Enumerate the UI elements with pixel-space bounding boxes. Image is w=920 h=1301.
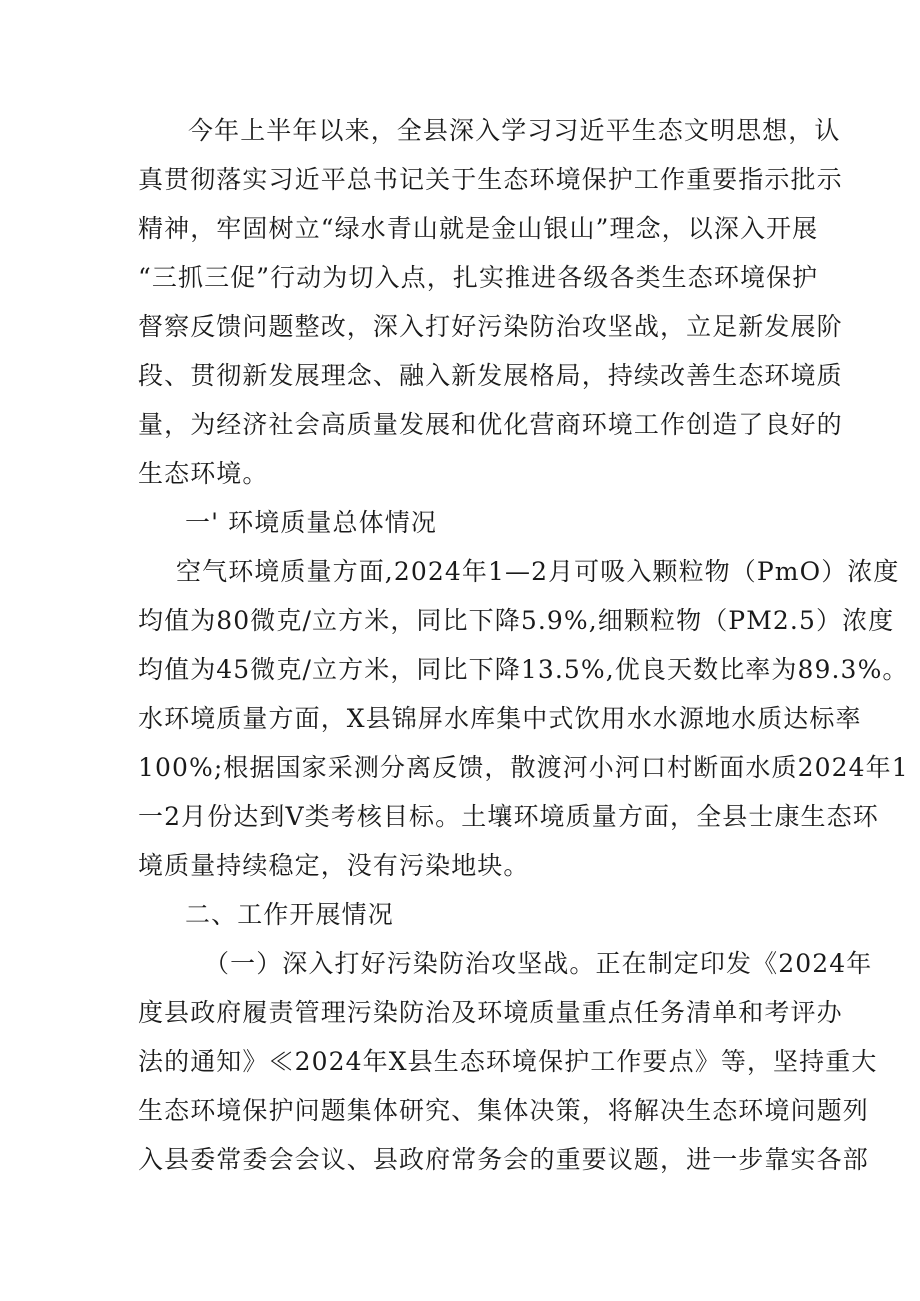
paragraph-environment-line-5: 100%;根据国家采测分离反馈，散渡河小河口村断面水质2024年1 (138, 753, 909, 782)
paragraph-environment-line-3: 均值为45微克/立方米，同比下降13.5%,优良天数比率为89.3%。 (138, 655, 909, 684)
paragraph-environment-line-2: 均值为80微克/立方米，同比下降5.9%,细颗粒物（PM2.5）浓度 (138, 606, 895, 635)
paragraph-intro-line-4: “三抓三促”行动为切入点，扎实推进各级各类生态环境保护 (138, 263, 819, 292)
paragraph-intro-line-5: 督察反馈问题整改，深入打好污染防治攻坚战，立足新发展阶 (138, 312, 843, 341)
paragraph-work-line-4: 生态环境保护问题集体研究、集体决策，将解决生态环境问题列 (138, 1096, 869, 1125)
paragraph-intro-line-6: 段、贯彻新发展理念、融入新发展格局，持续改善生态环境质 (138, 361, 843, 390)
paragraph-work-line-3: 法的通知》≪2024年X县生态环境保护工作要点》等，坚持重大 (138, 1047, 878, 1076)
paragraph-environment-line-1: 空气环境质量方面,2024年1—2月可吸入颗粒物（PmO）浓度 (176, 557, 900, 586)
section-heading-2: 二、工作开展情况 (185, 900, 394, 929)
paragraph-environment-line-4: 水环境质量方面，X县锦屏水库集中式饮用水水源地水质达标率 (138, 704, 862, 733)
paragraph-intro-line-3: 精神，牢固树立“绿水青山就是金山银山”理念，以深入开展 (138, 214, 819, 243)
paragraph-work-line-1: （一）深入打好污染防治攻坚战。正在制定印发《2024年 (204, 949, 873, 978)
paragraph-intro-line-8: 生态环境。 (138, 459, 269, 488)
paragraph-environment-line-7: 境质量持续稳定，没有污染地块。 (138, 851, 530, 880)
paragraph-work-line-2: 度县政府履责管理污染防治及环境质量重点任务清单和考评办 (138, 998, 843, 1027)
paragraph-intro-line-1: 今年上半年以来，全县深入学习习近平生态文明思想，认 (188, 116, 841, 145)
section-heading-1: 一' 环境质量总体情况 (185, 508, 437, 537)
paragraph-environment-line-6: 一2月份达到V类考核目标。土壤环境质量方面，全县士康生态环 (138, 802, 879, 831)
paragraph-intro-line-2: 真贯彻落实习近平总书记关于生态环境保护工作重要指示批示 (138, 165, 843, 194)
paragraph-intro-line-7: 量，为经济社会高质量发展和优化营商环境工作创造了良好的 (138, 410, 843, 439)
paragraph-work-line-5: 入县委常委会会议、县政府常务会的重要议题，进一步靠实各部 (138, 1145, 869, 1174)
